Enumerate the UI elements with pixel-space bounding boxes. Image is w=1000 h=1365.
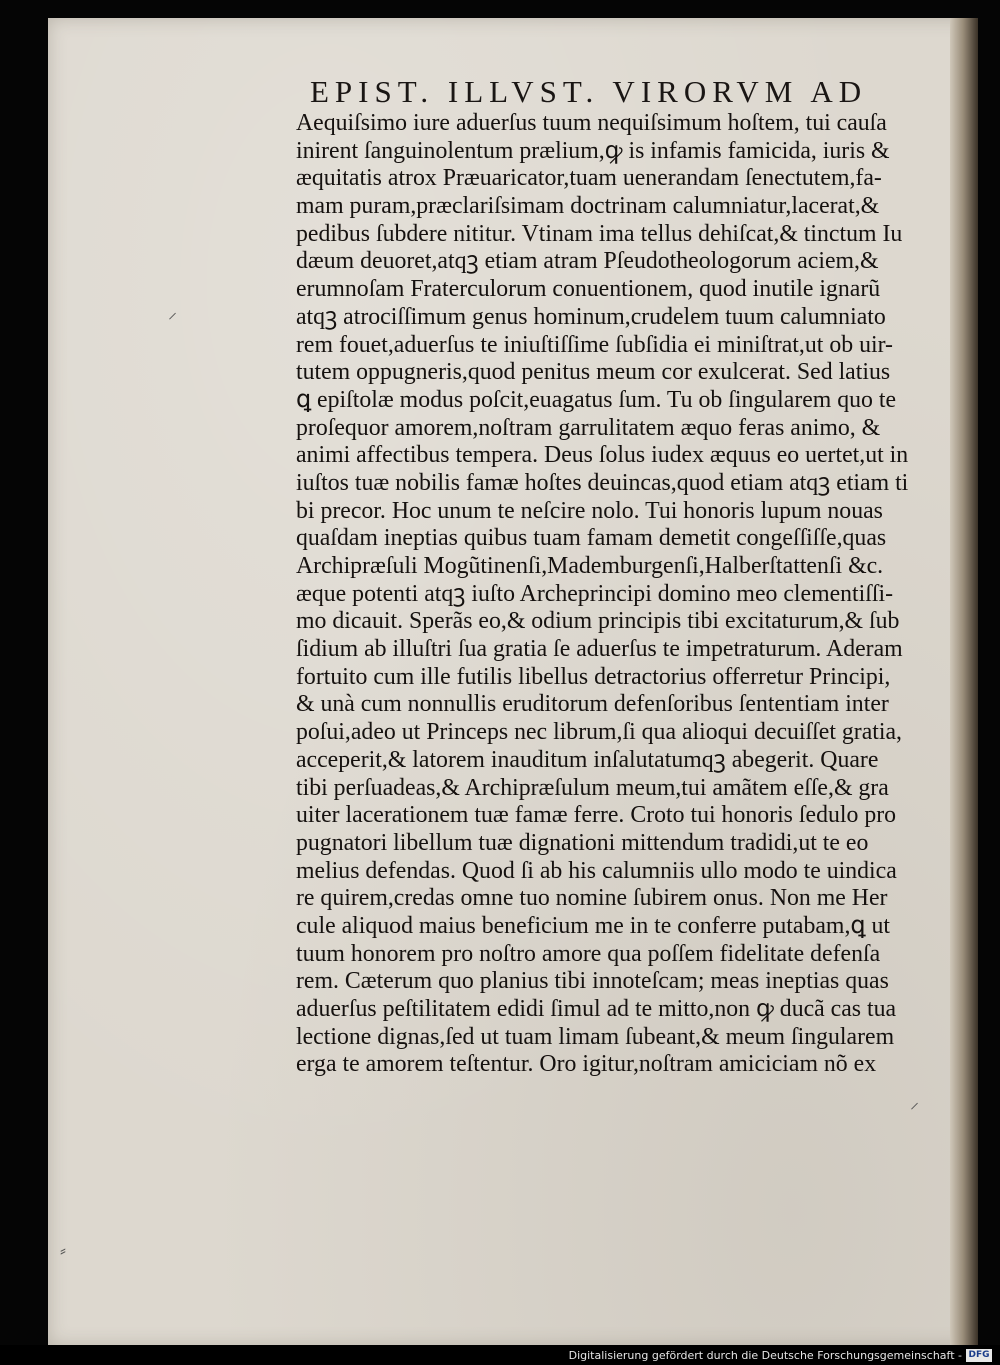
running-head: EPIST. ILLVST. VIRORVM AD xyxy=(310,74,868,109)
text-line: atqꝫ atrociſſimum genus hominum,crudelem tuum calumniato xyxy=(296,303,886,330)
page-spine-shadow xyxy=(950,18,978,1346)
dfg-logo: DFG xyxy=(966,1349,992,1362)
text-line: inirent ſanguinolentum prælium,ꝙ is infamis famicida, iuris & xyxy=(296,137,890,164)
text-line: uiter lacerationem tuæ famæ ferre. Croto tui honoris ſedulo pro xyxy=(296,802,897,829)
pencil-mark: ⸝ xyxy=(910,1092,919,1113)
text-line: æque potenti atqꝫ iuſto Archeprincipi domino meo clementiſſi- xyxy=(296,580,894,607)
text-line: animi affectibus tempera. Deus ſolus iudex æquus eo uertet,ut in xyxy=(296,442,909,469)
text-line: erumnoſam Fraterculorum conuentionem, quod inutile ignarũ xyxy=(296,276,881,303)
text-line: tuum honorem pro noſtro amore qua poſſem fidelitate defenſa xyxy=(296,940,881,967)
text-line: pugnatori libellum tuæ dignationi mittendum tradidi,ut te eo xyxy=(296,829,869,856)
text-line: acceperit,& latorem inauditum inſalutatumqꝫ abegerit. Quare xyxy=(296,746,879,773)
text-line: tibi perſuadeas,& Archipræſulum meum,tui amãtem eſſe,& gra xyxy=(296,774,889,801)
text-line: & unà cum nonnullis eruditorum defenſoribus ſententiam inter xyxy=(296,691,889,718)
text-line: æquitatis atrox Præuaricator,tuam uenerandam ſenectutem,fa- xyxy=(296,165,882,192)
text-line: dæum deuoret,atqꝫ etiam atram Pſeudotheologorum aciem,& xyxy=(296,248,879,275)
text-line: Archipræſuli Mogũtinenſi,Mademburgenſi,Halberſtattenſi &c. xyxy=(296,553,884,579)
text-line: erga te amorem teſtentur. Oro igitur,noſtram amiciciam nõ ex xyxy=(296,1051,877,1078)
footer-bar xyxy=(0,1345,1000,1365)
text-line: fortuito cum ille futilis libellus detractorius offerretur Principi, xyxy=(296,663,891,690)
text-line: re quirem,credas omne tuo nomine ſubirem onus. Non me Her xyxy=(296,885,888,912)
text-line: iuſtos tuæ nobilis famæ hoſtes deuincas,quod etiam atqꝫ etiam ti xyxy=(296,469,909,496)
body-text xyxy=(296,110,936,1079)
text-line: aduerſus peſtilitatem edidi ſimul ad te mitto,non ꝙ ducã cas tua xyxy=(296,996,897,1022)
footer-credit: Digitalisierung gefördert durch die Deutsche Forschungsgemeinschaft - xyxy=(568,1349,962,1362)
text-line: mo dicauit. Sperãs eo,& odium principis tibi excitaturum,& ſub xyxy=(296,608,900,635)
text-line: melius defendas. Quod ſi ab his calumniis ullo modo te uindica xyxy=(296,857,897,884)
text-line: ſidium ab illuſtri ſua gratia ſe aduerſus te impetraturum. Aderam xyxy=(296,636,903,663)
text-line: pedibus ſubdere nititur. Vtinam ima tellus dehiſcat,& tinctum Iu xyxy=(296,220,903,247)
text-line: mam puram,præclariſsimam doctrinam calumniatur,lacerat,& xyxy=(296,193,880,220)
text-line: lectione dignas,ſed ut tuam limam ſubeant,& meum ſingularem xyxy=(296,1023,895,1050)
text-line: proſequor amorem,noſtram garrulitatem æquo feras animo, & xyxy=(296,414,881,441)
text-line: Aequiſsimo iure aduerſus tuum nequiſsimum hoſtem, tui cauſa xyxy=(296,110,887,136)
text-line: rem fouet,aduerſus te iniuſtiſſime ſubſidia ei miniſtrat,ut ob uir- xyxy=(296,331,893,358)
text-line: bi precor. Hoc unum te neſcire nolo. Tui honoris lupum nouas xyxy=(296,497,883,524)
text-line: quaſdam ineptias quibus tuam famam demetit congeſſiſſe,quas xyxy=(296,525,887,552)
text-line: poſui,adeo ut Princeps nec librum,ſi qua alioqui decuiſſet gratia, xyxy=(296,719,902,746)
text-line: rem. Cæterum quo planius tibi innoteſcam; meas ineptias quas xyxy=(296,968,889,995)
text-line: tutem oppugneris,quod penitus meum cor exulcerat. Sed latius xyxy=(296,359,891,386)
text-line: cule aliquod maius beneficium me in te conferre putabam,ꝗ ut xyxy=(296,912,890,939)
text-line: ꝗ epiſtolæ modus poſcit,euagatus ſum. Tu ob ſingularem quo te xyxy=(296,386,897,413)
pencil-mark: ⸗ xyxy=(60,1240,66,1261)
pencil-mark: ⸝ xyxy=(168,302,177,323)
